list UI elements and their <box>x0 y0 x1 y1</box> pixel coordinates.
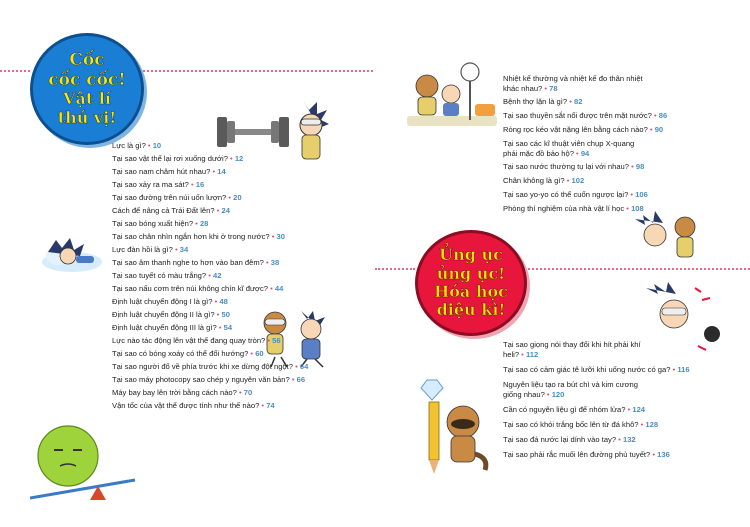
toc-item[interactable]: Lực là gì? • 10 <box>112 141 162 150</box>
toc-item[interactable]: Nguyên liệu tạo ra bút chì và kim cương giống nhau? • 120 <box>503 380 639 399</box>
toc-item[interactable]: Tại sao chân nhìn ngắn hơn khi ở trong nước? • 30 <box>112 232 285 241</box>
toc-item[interactable]: Tại sao bóng xuất hiện? • 28 <box>112 219 209 228</box>
toc-item[interactable]: Tại sao nước thường tụ lại với nhau? • 98 <box>503 162 645 171</box>
thinking-character-illustration <box>633 205 703 265</box>
toc-item[interactable]: Chân không là gì? • 102 <box>503 176 585 185</box>
toc-item-page: 102 <box>571 176 585 185</box>
physics-title-line: Cốc <box>69 50 105 71</box>
toc-item[interactable]: Lực đàn hồi là gì? • 34 <box>112 245 189 254</box>
dotted-divider <box>0 70 30 72</box>
toc-item-title: Ròng rọc kéo vật nặng lên bằng cách nào? <box>503 125 648 134</box>
seesaw-ball-illustration <box>30 420 140 510</box>
toc-item-title: Lực là gì? <box>112 141 146 150</box>
chemistry-title-line: ủng ục! <box>436 263 506 283</box>
right-page <box>375 0 750 527</box>
toc-item[interactable]: Tại sao vật thể lại rơi xuống dưới? • 12 <box>112 154 244 163</box>
toc-item-title: Tại sao nấu cơm trên núi không chín kĩ được? <box>112 284 269 293</box>
toc-item-page: 14 <box>217 167 226 176</box>
toc-item-page: 64 <box>299 362 309 371</box>
toc-item-page: 12 <box>234 154 244 163</box>
toc-item[interactable]: Tại sao âm thanh nghe to hơn vào ban đêm? • 38 <box>112 258 280 267</box>
toc-item-page: 20 <box>233 193 242 202</box>
toc-item-page: 108 <box>631 204 644 213</box>
toc-item-title: Phòng thí nghiệm của nhà vật lí học <box>503 204 625 213</box>
toc-item[interactable]: Nhiệt kế thường và nhiệt kế đo thân nhiệt khác nhau? • 78 <box>503 74 643 93</box>
physics-table-of-contents <box>112 139 308 412</box>
toc-item[interactable]: Định luật chuyển động I là gì? • 48 <box>112 297 228 306</box>
toc-item[interactable]: Bệnh thợ lặn là gì? • 82 <box>503 97 583 106</box>
toc-item-page: 44 <box>274 284 284 293</box>
toc-item[interactable]: Tại sao có cảm giác tê lưỡi khi uống nước có ga? • 116 <box>503 365 690 374</box>
toc-item[interactable]: Tại sao xảy ra ma sát? • 16 <box>112 180 205 189</box>
toc-item[interactable]: Tại sao người đổ về phía trước khi xe dừng đột ngột? • 64 <box>112 362 309 371</box>
raccoon-pencil-illustration <box>417 378 492 478</box>
toc-item-title: Tại sao nước thường tụ lại với nhau? <box>503 162 629 171</box>
toc-item-title: Máy bay bay lên trời bằng cách nào? <box>112 388 237 397</box>
toc-item-title: Tại sao bóng xuất hiện? <box>112 219 194 228</box>
toc-item[interactable]: Tại sao nam châm hút nhau? • 14 <box>112 167 226 176</box>
toc-item[interactable]: Cách để nâng cả Trái Đất lên? • 24 <box>112 206 230 215</box>
toc-item[interactable]: Tại sao giọng nói thay đổi khi hít phải khí heli? • 112 <box>503 340 641 359</box>
toc-item-page: 30 <box>276 232 285 241</box>
toc-item-page: 94 <box>580 149 590 158</box>
toc-item-title: Tại sao âm thanh nghe to hơn vào ban đêm? <box>112 258 264 267</box>
toc-item-page: 16 <box>195 180 205 189</box>
toc-item-page: 132 <box>622 435 636 444</box>
toc-item[interactable]: Phòng thí nghiệm của nhà vật lí học • 108 <box>503 204 644 213</box>
toc-item-page: 98 <box>635 162 645 171</box>
physics-continued-table-of-contents <box>503 74 718 214</box>
toc-item[interactable]: Tại sao các kĩ thuật viên chụp X-quang phải mặc đồ bảo hộ? • 94 <box>503 139 635 158</box>
toc-item[interactable]: Tại sao có khói trắng bốc lên từ đá khô? • 128 <box>503 420 659 429</box>
toc-item-title: Định luật chuyển động I là gì? <box>112 297 213 306</box>
chemistry-title-line: Ủng ục <box>439 245 503 265</box>
toc-item[interactable]: Định luật chuyển động II là gì? • 50 <box>112 310 230 319</box>
toc-item-title: Tại sao có bóng xoáy có thể đổi hướng? <box>112 349 249 358</box>
toc-item[interactable]: Tại sao thuyền sắt nổi được trên mặt nước? • 86 <box>503 111 668 120</box>
physics-title-line: thú vị! <box>57 107 117 127</box>
toc-item-page: 60 <box>255 349 264 358</box>
toc-item-title: Tại sao giọng nói thay đổi khi hít phải khí heli? <box>503 340 641 359</box>
toc-item-title: Lực đàn hồi là gì? <box>112 245 173 254</box>
dotted-divider <box>375 268 415 270</box>
toc-item-title: Tại sao chân nhìn ngắn hơn khi ở trong nước? <box>112 232 270 241</box>
toc-item[interactable]: Tại sao phải rắc muối lên đường phủ tuyết? • 136 <box>503 450 670 459</box>
toc-item-page: 38 <box>270 258 280 267</box>
toc-item-page: 50 <box>221 310 230 319</box>
toc-item-page: 124 <box>632 405 646 414</box>
chemistry-table-of-contents <box>503 340 718 460</box>
physics-title-bubble <box>30 33 144 145</box>
toc-item[interactable]: Máy bay bay lên trời bằng cách nào? • 70 <box>112 388 253 397</box>
toc-item-title: Chân không là gì? <box>503 176 565 185</box>
toc-item-title: Vận tốc của vật thể được tính như thế nào? <box>112 401 260 410</box>
toc-item-page: 10 <box>152 141 162 150</box>
toc-item-title: Tại sao đá nước lại dính vào tay? <box>503 435 617 444</box>
toc-item-page: 24 <box>221 206 230 215</box>
toc-item-title: Tại sao có cảm giác tê lưỡi khi uống nước có ga? <box>503 365 671 374</box>
toc-item-title: Tại sao thuyền sắt nổi được trên mặt nước? <box>503 111 652 120</box>
toc-item-page: 112 <box>525 350 539 359</box>
toc-item-page: 66 <box>296 375 306 384</box>
toc-item-title: Tại sao người đổ về phía trước khi xe dừng đột ngột? <box>112 362 293 371</box>
toc-item-page: 82 <box>573 97 583 106</box>
toc-item[interactable]: Tại sao có bóng xoáy có thể đổi hướng? • 60 <box>112 349 264 358</box>
toc-item-page: 86 <box>658 111 668 120</box>
toc-item[interactable]: Tại sao máy photocopy sao chép y nguyên văn bản? • 66 <box>112 375 306 384</box>
toc-item-page: 34 <box>179 245 189 254</box>
chemistry-title-line: diệu kì! <box>436 300 506 320</box>
toc-item[interactable]: Tại sao tuyết có màu trắng? • 42 <box>112 271 222 280</box>
toc-item[interactable]: Vận tốc của vật thể được tính như thế nào? • 74 <box>112 401 275 410</box>
toc-item-title: Tại sao có khói trắng bốc lên từ đá khô? <box>503 420 639 429</box>
toc-item-title: Cần có nguyên liệu gì để nhóm lửa? <box>503 405 626 414</box>
toc-item-page: 136 <box>657 450 670 459</box>
toc-item[interactable]: Tại sao yo-yo có thể cuốn ngược lại? • 106 <box>503 190 648 199</box>
toc-item-title: Định luật chuyển động III là gì? <box>112 323 217 332</box>
toc-item[interactable]: Tại sao đường trên núi uốn lượn? • 20 <box>112 193 242 202</box>
physics-title-line: cốc cốc! <box>48 69 126 90</box>
toc-item-page: 128 <box>645 420 659 429</box>
toc-item-title: Tại sao vật thể lại rơi xuống dưới? <box>112 154 228 163</box>
toc-item[interactable]: Cần có nguyên liệu gì để nhóm lửa? • 124 <box>503 405 646 414</box>
toc-item-page: 54 <box>223 323 233 332</box>
toc-item[interactable]: Tại sao nấu cơm trên núi không chín kĩ được? • 44 <box>112 284 284 293</box>
toc-item-title: Tại sao xảy ra ma sát? <box>112 180 189 189</box>
toc-item-title: Tại sao đường trên núi uốn lượn? <box>112 193 227 202</box>
toc-item-title: Nguyên liệu tạo ra bút chì và kim cương giống nhau? <box>503 380 639 399</box>
toc-item-page: 70 <box>243 388 253 397</box>
toc-item-title: Nhiệt kế thường và nhiệt kế đo thân nhiệt khác nhau? <box>503 74 643 93</box>
toc-item[interactable]: Ròng rọc kéo vật nặng lên bằng cách nào? • 90 <box>503 125 664 134</box>
toc-item-title: Tại sao nam châm hút nhau? <box>112 167 211 176</box>
toc-item-title: Bệnh thợ lặn là gì? <box>503 97 568 106</box>
physics-title-line: Vật lí <box>63 89 111 109</box>
toc-item-title: Lực nào tác động lên vật thể đang quay tròn? <box>112 336 266 345</box>
toc-item-page: 120 <box>551 390 565 399</box>
toc-item-title: Cách để nâng cả Trái Đất lên? <box>112 206 215 215</box>
chemistry-title-bubble <box>415 230 527 336</box>
toc-item-title: Tại sao các kĩ thuật viên chụp X-quang phải mặc đồ bảo hộ? <box>503 139 635 158</box>
toc-item-page: 56 <box>272 336 281 345</box>
toc-item-title: Tại sao phải rắc muối lên đường phủ tuyết? <box>503 450 651 459</box>
toc-item-title: Tại sao yo-yo có thể cuốn ngược lại? <box>503 190 629 199</box>
toc-item-page: 48 <box>219 297 228 306</box>
toc-item-title: Tại sao tuyết có màu trắng? <box>112 271 207 280</box>
toc-item[interactable]: Lực nào tác động lên vật thể đang quay tròn? • 56 <box>112 336 281 345</box>
chemistry-title-line: Hóa học <box>434 282 508 301</box>
bus-stop-characters-illustration <box>405 60 500 130</box>
toc-item-page: 42 <box>213 271 222 280</box>
toc-item-page: 90 <box>654 125 664 134</box>
toc-item[interactable]: Tại sao đá nước lại dính vào tay? • 132 <box>503 435 636 444</box>
toc-item-page: 74 <box>266 401 275 410</box>
toc-item-page: 78 <box>549 84 558 93</box>
dotted-divider <box>520 268 750 270</box>
toc-item-page: 106 <box>635 190 648 199</box>
flying-character-illustration <box>38 232 106 277</box>
dotted-divider <box>140 70 375 72</box>
toc-item-page: 116 <box>677 365 690 374</box>
toc-item[interactable]: Định luật chuyển động III là gì? • 54 <box>112 323 233 332</box>
toc-item-title: Tại sao máy photocopy sao chép y nguyên văn bản? <box>112 375 290 384</box>
toc-item-title: Định luật chuyển động II là gì? <box>112 310 215 319</box>
toc-item-page: 28 <box>199 219 209 228</box>
